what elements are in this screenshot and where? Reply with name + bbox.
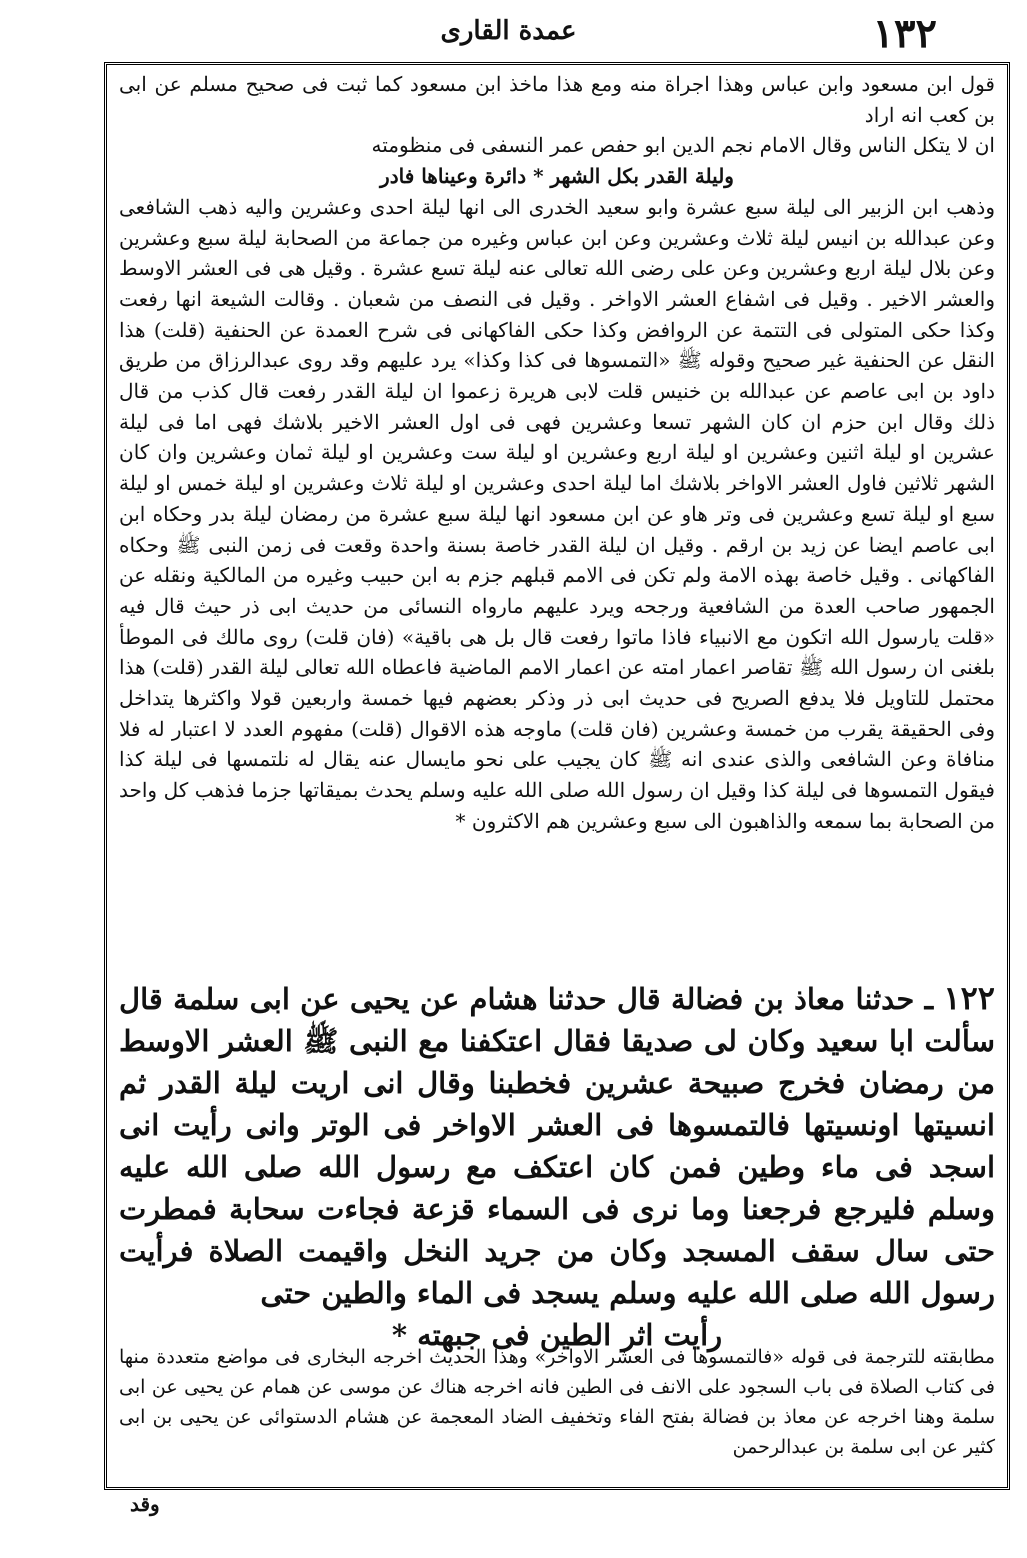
poem-verse: ولیلة القدر بكل الشهر * دائرة وعیناها فادر [380, 164, 734, 189]
analysis-text: مطابقته للترجمة فی قوله «فالتمسوها فی العشر الاواخر» وهذا الحدیث اخرجه البخاری فی مواضع متعددة منها فی كتاب الصلاة فی باب السجود علی الانف فی الطین فانه اخرجه هناك عن موسی عن همام عن یحیی عن ابی سلمة وهنا اخرجه عن معاذ بن فضالة بفتح الفاء وتخفیف الضاد المعجمة عن هشام الدستوائی عن یحیی بن ابی كثیر عن ابی سلمة بن عبدالرحمن [119, 1346, 996, 1458]
running-title: عمدة القاری [440, 16, 577, 46]
hadith-block: ١٢٢ ـ حدثنا معاذ بن فضالة قال حدثنا هشام عن یحیی عن ابی سلمة قال سألت ابا سعید وكان لی صدیقا فقال اعتكفنا مع النبی ﷺ العشر الاوسط من رمضان فخرج صبیحة عشرین فخطبنا وقال انی اریت لیلة القدر ثم انسیتها اونسیتها فالتمسوها فی العشر الاواخر فی الوتر وانی رأیت انی اسجد فی ماء وطین فمن كان اعتكف مع رسول الله صلی الله علیه وسلم فلیرجع فرجعنا وما نری فی السماء قزعة فجاءت سحابة فمطرت حتی سال سقف المسجد وكان من جرید النخل واقیمت الصلاة فرأیت رسول الله صلی الله علیه وسلم یسجد فی الماء والطین حتی رأیت اثر الطین فی جبهته * [119, 977, 995, 1356]
commentary-line: قول ابن مسعود وابن عباس وهذا اجراة منه ومع هذا ماخذ ابن مسعود كما ثبت فی صحیح مسلم عن ابی بن كعب انه اراد [119, 72, 995, 127]
hadith-number: ١٢٢ [943, 979, 995, 1017]
catchword: وقد [130, 1492, 160, 1516]
commentary-line: ان لا یتكل الناس وقال الامام نجم الدین ابو حفص عمر النسفی فی منظومته [371, 133, 995, 158]
commentary-body: وذهب ابن الزبیر الی لیلة سبع عشرة وابو سعید الخدری الی انها لیلة احدی وعشرین والیه ذهب الشافعی وعن عبدالله بن انیس لیلة ثلاث وعشرین وعن ابن عباس وغیره من جماعة من الصحابة لیلة سبع وعشرین وعن بلال لیلة اربع وعشرین وعن علی رضی الله تعالی عنه لیلة تسع عشرة . وقیل هی فی العشر الاوسط والعشر الاخیر . وقیل فی اشفاع العشر الاواخر . وقیل فی النصف من شعبان . وقالت الشیعة انها رفعت وكذا حكی المتولی فی التتمة عن الروافض وكذا حكی الفاكهانی فی شرح العمدة عن الحنفیة (قلت) هذا النقل عن الحنفیة غیر صحیح وقوله ﷺ «التمسوها فی كذا وكذا» یرد علیهم وقد روی عبدالرزاق من طریق داود بن ابی عاصم عن عبدالله بن خنیس قلت لابی هریرة زعموا ان لیلة القدر رفعت قال كذب من قال ذلك وقال ابن حزم ان كان الشهر تسعا وعشرین فهی فی اول العشر الاخیر بلاشك فهی اما فی لیلة عشرین او لیلة اثنین وعشرین او لیلة اربع وعشرین او لیلة ست وعشرین او لیلة ثمان وعشرین وان كان الشهر ثلاثین فاول العشر الاواخر بلاشك اما لیلة احدی وعشرین او لیلة ثلاث وعشرین او لیلة خمس او لیلة سبع او لیلة تسع وعشرین فی وتر هاو عن ابن مسعود انها لیلة سبع عشرة من رمضان لیلة بدر وحكاه ابن ابی عاصم ایضا عن زید بن ارقم . وقیل ان لیلة القدر خاصة بسنة واحدة وقعت فی زمن النبی ﷺ وحكاه الفاكهانی . وقیل خاصة بهذه الامة ولم تكن فی الامم قبلهم جزم به ابن حبیب وغیره من المالكیة ونقله عن الجمهور صاحب العدة من الشافعیة ورجحه ویرد علیهم مارواه النسائی من حدیث ابی ذر حیث قال فیه «قلت یارسول الله اتكون مع الانبیاء فاذا ماتوا رفعت قال بل هی باقیة» (فان قلت) روی مالك فی الموطأ بلغنی ان رسول الله ﷺ تقاصر اعمار امته عن اعمار الامم الماضیة فاعطاه الله تعالی لیلة القدر (قلت) هذا محتمل للتاویل فلا یدفع الصریح فی حدیث ابی ذر وذكر بعضهم فیها خمسة واربعین قولا واكثرها یتداخل وفی الحقیقة یقرب من خمسة وعشرین (فان قلت) ماوجه هذه الاقوال (قلت) مفهوم العدد لا اعتبار له فلا منافاة وعن الشافعی والذی عندی انه ﷺ كان یجیب علی نحو مایسال عنه یقال له نلتمسها فی لیلة كذا فیقول التمسوها فی لیلة كذا وقیل ان رسول الله صلی الله علیه وسلم یحدث بمیقاتها جزما فذهب كل واحد من الصحابة بما سمعه والذاهبون الی سبع وعشرین هم الاكثرون * [119, 194, 995, 833]
page-header [80, 10, 937, 60]
commentary-block [119, 69, 995, 837]
analysis-block [119, 1342, 995, 1462]
hadith-ending: رأیت اثر الطین فی جبهته * [391, 1318, 723, 1352]
hadith-text: حدثنا معاذ بن فضالة قال حدثنا هشام عن یحیی عن ابی سلمة قال سألت ابا سعید وكان لی صدیقا فقال اعتكفنا مع النبی ﷺ العشر الاوسط من رمضان فخرج صبیحة عشرین فخطبنا وقال انی اریت لیلة القدر ثم انسیتها اونسیتها فالتمسوها فی العشر الاواخر فی الوتر وانی رأیت انی اسجد فی ماء وطین فمن كان اعتكف مع رسول الله صلی الله علیه وسلم فلیرجع فرجعنا وما نری فی السماء قزعة فجاءت سحابة فمطرت حتی سال سقف المسجد وكان من جرید النخل واقیمت الصلاة فرأیت رسول الله صلی الله علیه وسلم یسجد فی الماء والطین حتی [119, 982, 996, 1310]
page-number: ١٣٢ [872, 10, 937, 57]
text-frame [104, 62, 1010, 1490]
